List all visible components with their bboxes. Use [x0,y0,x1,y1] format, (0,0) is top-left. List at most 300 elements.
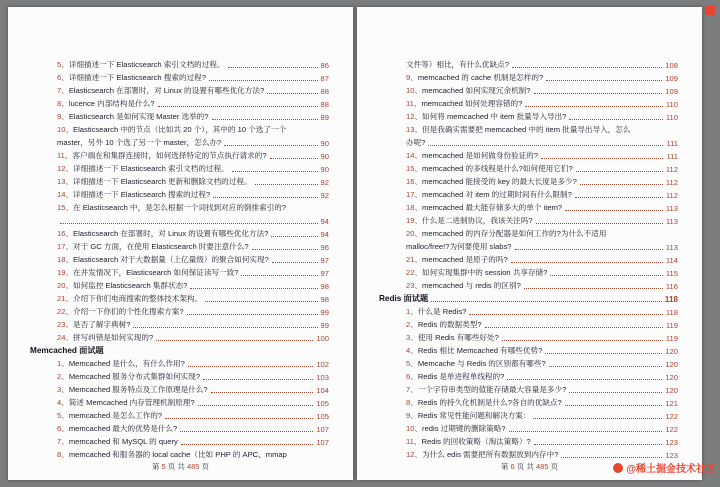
toc-entry-text: 2、Redis 的数据类型? [406,320,482,329]
toc-page-number: 110 [665,100,678,109]
toc-entry-text: Redis 面试题 [379,294,429,303]
toc-entry [30,187,329,200]
toc-entry-number: 2、 [406,320,418,329]
toc-entry-text: malloc/free!?为何要使用 slabs? [406,242,512,251]
toc-entry-text: 7、memcached 和 MySQL 的 query [57,437,178,446]
toc-entry-number: 21、 [57,294,74,303]
toc-entry-text: 9、Redis 常见性能问题和解决方案： [406,411,531,420]
toc-entry [379,122,678,135]
toc-entry-number: 1、 [57,359,69,368]
toc-entry-number: 9、 [406,73,418,82]
toc-entry [30,252,329,265]
toc-entry [379,395,678,408]
toc-page-number: 109 [665,74,678,83]
dotted-leader [545,353,662,354]
toc-entry-text: 8、memcached 和服务器的 local cache（比如 PHP 的 APC、mmap [57,450,287,459]
toc-entry [379,57,678,70]
toc-entry-number: 17、 [406,190,423,199]
toc-entry [379,382,678,395]
toc-page-number: 87 [320,74,329,83]
toc-page-number: 107 [316,425,329,434]
toc-entry-number: 10、 [406,86,423,95]
toc-entry-text: 14、详细描述一下 Elasticsearch 搜索的过程? [57,190,211,199]
document-page-right [357,7,702,480]
toc-entry-number: 10、 [57,125,74,134]
toc-page-number: 94 [320,217,329,226]
toc-page-number: 116 [665,282,678,291]
toc-page-number: 104 [316,386,329,395]
toc-page-number: 113 [665,217,678,226]
toc-entry-text: 15、memcached 的多线程是什么?如何使用它们? [406,164,573,173]
toc-page-number: 112 [665,178,678,187]
toc-page-number: 110 [665,113,678,122]
toc-entry-number: 23、 [406,281,423,290]
footer-page-number: 6 [510,462,515,471]
toc-entry-number: 3、 [57,385,69,394]
footer-page-number: 485 [535,462,549,471]
toc-entry-text: 7、一个字符串类型的值能存储最大容量是多少? [406,385,567,394]
dotted-leader [188,366,313,367]
toc-entry-number: 2、 [57,372,69,381]
toc-entry-text: 10、Elasticsearch 中的节点（比如共 20 个），其中的 10 个选了一个 [57,125,287,134]
toc-entry-number: 14、 [57,190,74,199]
toc-entry-text: 13、但是我确实需要把 memcached 中的 item 批量导出导入，怎么 [406,125,631,134]
dotted-leader [211,392,314,393]
toc-entry [379,447,678,460]
toc-page-number: 122 [665,412,678,421]
toc-entry-text: 13、详细描述一下 Elasticsearch 更新和删除文档的过程。 [57,177,252,186]
toc-entry [30,421,329,434]
toc-entry-text: 23、memcached 与 redis 的区别? [406,281,521,290]
toc-entry [379,187,678,200]
dotted-leader [561,457,662,458]
toc-entry [30,135,329,148]
toc-entry-number: 8、 [406,398,418,407]
toc-entry-text: 17、memcached 对 item 的过期时间有什么限制? [406,190,572,199]
toc-entry-text: 8、Redis 的持久化机制是什么?各自的优缺点? [406,398,562,407]
dotted-leader [524,288,663,289]
toc-entry [379,317,678,330]
toc-entry-number: 10、 [406,424,423,433]
toc-entry-text: 文件等）相比，有什么优缺点? [406,60,509,69]
toc-entry-number: 23、 [57,320,74,329]
toc-entry [30,369,329,382]
toc-entry [30,434,329,447]
toc-entry [379,200,678,213]
toc-page-number: 97 [320,269,329,278]
toc-entry-number: 12、 [57,164,74,173]
toc-entry-text: 22、介绍一下你们的个性化搜索方案? [57,307,184,316]
toc-entry [379,109,678,122]
toc-entry-number: 11、 [406,99,422,108]
toc-page-number: 120 [665,386,678,395]
toc-entry-text: 17、对于 GC 方面，在使用 Elasticsearch 时要注意什么? [57,242,249,251]
toc-entry [30,213,329,226]
toc-entry-text: 18、Elasticsearch 对于大数据量（上亿量级）的聚合如何实现? [57,255,269,264]
document-page-left [8,7,353,480]
toc-entry [379,226,678,239]
dotted-leader [224,145,317,146]
toc-entry-text: 21、memcached 是原子的吗? [406,255,508,264]
toc-page-number: 123 [665,438,678,447]
dotted-leader [209,80,318,81]
page-footer-right: 第 6 页 共 485 页 [500,462,559,471]
toc-entry [379,265,678,278]
dotted-leader [541,158,663,159]
dotted-leader [509,431,663,432]
dotted-leader [190,288,317,289]
toc-page-number: 123 [665,451,678,460]
toc-entry-text: 12、为什么 edis 需要把所有数据放到内存中? [406,450,559,459]
toc-entry-text: 22、如何实现集群中的 session 共享存储? [406,268,548,277]
toc-entry [30,161,329,174]
toc-entry-number: 3、 [406,333,418,342]
dotted-leader [565,210,663,211]
toc-entry-text: 办呢? [406,138,426,147]
dotted-leader [60,223,318,224]
toc-entry [30,226,329,239]
dotted-leader [203,379,313,380]
dotted-leader [565,405,663,406]
toc-entry [30,174,329,187]
toc-page-number: 90 [320,139,329,148]
toc-entry [379,369,678,382]
toc-entry [30,239,329,252]
dotted-leader [158,106,318,107]
dotted-leader [198,405,314,406]
toc-entry-number: 6、 [57,424,69,433]
dotted-leader [271,236,317,237]
toc-page-number: 96 [320,243,329,252]
dotted-leader [512,67,662,68]
dotted-leader [511,262,663,263]
toc-entry-text: 6、详细描述一下 Elasticsearch 搜索的过程? [57,73,206,82]
dotted-leader [187,314,318,315]
toc-page-number: 109 [665,87,678,96]
toc-entry [379,83,678,96]
toc-entry-text: 8、lucence 内部结构是什么? [57,99,155,108]
toc-entry-number: 6、 [406,372,418,381]
toc-entry [30,278,329,291]
toc-entry-text: master，另外 10 个选了另一个 master，怎么办? [57,138,222,147]
toc-page-number: 92 [320,191,329,200]
toc-page-number: 114 [665,256,678,265]
dotted-leader [212,119,318,120]
toc-entry-number: 11、 [57,151,73,160]
dotted-leader [536,223,663,224]
toc-page-number: 97 [320,256,329,265]
toc-entry-number: 19、 [57,268,74,277]
dotted-leader [180,431,313,432]
toc-entry [379,252,678,265]
toc-entry [30,395,329,408]
toc-entry-number: 9、 [406,411,418,420]
dotted-leader [252,249,318,250]
dotted-leader [165,418,313,419]
dotted-leader [549,366,663,367]
toc-entry [379,70,678,83]
toc-entry-number: 13、 [57,177,74,186]
toc-entry-text: 3、使用 Redis 有哪些好处? [406,333,499,342]
toc-entry-text: 18、memcached 最大能存储多大的单个 item? [406,203,563,212]
dotted-leader [534,93,663,94]
toc-page-number: 113 [665,243,678,252]
toc-entry-text: 15、在 Elasticsearch 中，是怎么根据一个词找到对应的倒排索引的? [57,203,287,212]
toc-entry-number: 6、 [57,73,69,82]
toc-entry [30,317,329,330]
toc-entry [379,213,678,226]
toc-entry-text: 16、Elasticsearch 在部署时，对 Linux 的设置有哪些优化方法? [57,229,269,238]
toc-entry-text: 11、Redis 的回收策略（淘汰策略）? [406,437,531,446]
toc-entry [30,356,329,369]
toc-entry [379,135,678,148]
toc-entry-text: 3、Memcached 服务特点及工作原理是什么? [57,385,208,394]
toc-entry [30,382,329,395]
toc-page-number: 98 [320,282,329,291]
toc-entry-number: 13、 [406,125,423,134]
toc-page-number: 99 [320,321,329,330]
toc-page-number: 122 [665,425,678,434]
dotted-leader [569,119,663,120]
toc-entry-text: 11、客户端在和集群连接时，如何选择特定的节点执行请求的? [57,151,267,160]
toc-entry-text: 12、详细描述一下 Elasticsearch 索引文档的过程。 [57,164,229,173]
toc-entry-number: 24、 [57,333,74,342]
toc-entry-number: 21、 [406,255,423,264]
page-footer-left: 第 5 页 共 485 页 [151,462,210,471]
toc-entry-number: 7、 [406,385,418,394]
toc-entry [30,330,329,343]
toc-entry-number: 18、 [57,255,74,264]
toc-entry [379,174,678,187]
toc-entry-text: 5、memcached 是怎么工作的? [57,411,163,420]
footer-page-number: 5 [161,462,166,471]
toc-entry-text: 1、Memcached 是什么，有什么作用? [57,359,185,368]
toc-page-number: 111 [666,152,678,161]
toc-entry-text: 9、memcached 的 cache 机制是怎样的? [406,73,544,82]
dotted-leader [181,444,313,445]
toc-entry-text: 23、是否了解字典树? [57,320,131,329]
toc-page-number: 108 [665,61,678,70]
toc-page-number: 105 [316,399,329,408]
dotted-leader [576,171,663,172]
toc-entry-text: 6、memcached 最大的优势是什么? [57,424,178,433]
toc-entry [30,291,329,304]
toc-entry-number: 16、 [406,177,423,186]
toc-entry [30,304,329,317]
toc-entry [30,200,329,213]
toc-entry-text: 10、memcached 如何实现冗余机制? [406,86,531,95]
toc-entry-number: 7、 [57,437,69,446]
dotted-leader [272,262,318,263]
toc-entry-text: 12、如何将 memcached 中 item 批量导入导出? [406,112,567,121]
toc-entry-text: 2、Memcached 服务分布式集群如何实现? [57,372,201,381]
dotted-leader [267,93,317,94]
toc-entry-text: 4、Redis 相比 Memcached 有哪些优势? [406,346,543,355]
toc-entry [30,96,329,109]
toc-page-number: 113 [665,204,678,213]
toc-page-number: 94 [320,230,329,239]
toc-entry-number: 1、 [406,307,418,316]
toc-entry [30,265,329,278]
toc-entry [30,447,329,460]
toc-entry-text: 19、在并发情况下，Elasticsearch 如何保证读写一致? [57,268,239,277]
dotted-leader [533,418,662,419]
dotted-leader [469,314,663,315]
toc-entry-number: 5、 [406,359,418,368]
toc-page-number: 107 [316,438,329,447]
toc-page-number: 112 [665,165,678,174]
toc-page-number: 119 [665,334,678,343]
toc-page-number: 111 [666,139,678,148]
toc-entry [379,343,678,356]
toc-entry [379,148,678,161]
dotted-leader [534,444,663,445]
toc-entry [30,83,329,96]
toc-entry-number: 16、 [57,229,74,238]
toc-entry [379,356,678,369]
toc-page-number: 120 [665,360,678,369]
toc-left [30,57,329,460]
toc-page-number: 105 [316,412,329,421]
toc-page-number: 115 [665,269,678,278]
toc-entry-number: 18、 [406,203,423,212]
dotted-leader [546,80,662,81]
toc-entry [30,122,329,135]
toc-entry-number: 12、 [406,450,423,459]
dotted-leader [502,340,663,341]
toc-entry-number: 4、 [57,398,69,407]
toc-entry-text: 19、什么是二进制协议，我该关注吗? [406,216,533,225]
toc-entry [379,161,678,174]
toc-entry-text: Memcached 面试题 [30,346,104,355]
dotted-leader [507,379,662,380]
toc-page-number: 99 [320,308,329,317]
toc-page-number: 118 [664,295,678,304]
toc-entry-number: 19、 [406,216,423,225]
toc-entry [30,408,329,421]
toc-entry-number: 5、 [57,60,69,69]
toc-entry-text: 9、Elasticsearch 是如何实现 Master 选举的? [57,112,209,121]
toc-entry [379,96,678,109]
toc-entry-number: 20、 [406,229,423,238]
toc-section-title [30,343,329,356]
dotted-leader [550,275,663,276]
toc-page-number: 103 [316,373,329,382]
toc-page-number: 119 [665,321,678,330]
toc-page-number: 112 [665,191,678,200]
dotted-leader [515,249,663,250]
toc-entry-number: 5、 [57,411,69,420]
toc-entry [30,70,329,83]
toc-page-number: 121 [665,399,678,408]
toc-entry-text: 5、Memcache 与 Redis 的区别都有哪些? [406,359,546,368]
dotted-leader [133,327,317,328]
toc-entry-number: 17、 [57,242,74,251]
toc-entry-text: 20、如何监控 Elasticsearch 集群状态? [57,281,188,290]
toc-entry-text: 11、memcached 如何处理容错的? [406,99,523,108]
juejin-logo-icon [705,5,715,15]
juejin-watermark-logo-icon [613,463,623,473]
toc-page-number: 90 [320,152,329,161]
toc-page-number: 90 [320,165,329,174]
toc-entry-number: 15、 [406,164,423,173]
toc-entry [379,434,678,447]
dotted-leader [232,171,318,172]
toc-entry-number: 15、 [57,203,74,212]
toc-section-title [379,291,678,304]
toc-entry [30,148,329,161]
dotted-leader [431,301,662,302]
toc-entry-text: 4、简述 Memcached 内存管理机制原理? [57,398,195,407]
dotted-leader [213,197,317,198]
toc-entry-text: 1、什么是 Redis? [406,307,467,316]
toc-entry-text: 16、memcached 能接受的 key 的最大长度是多少? [406,177,577,186]
dotted-leader [575,197,663,198]
toc-entry-text: 5、详细描述一下 Elasticsearch 索引文档的过程。 [57,60,225,69]
toc-entry-text: 10、redis 过期键的删除策略? [406,424,506,433]
dotted-leader [205,301,317,302]
toc-entry-number: 9、 [57,112,69,121]
toc-entry-text: 24、拼写纠错是如何实现的? [57,333,154,342]
toc-entry-number: 4、 [406,346,418,355]
toc-entry [379,330,678,343]
dotted-leader [156,340,313,341]
toc-entry-number: 7、 [57,86,69,95]
dotted-leader [241,275,317,276]
dotted-leader [580,184,663,185]
toc-entry-number: 8、 [57,99,69,108]
watermark [613,460,716,475]
toc-page-number: 88 [320,87,329,96]
toc-entry-number: 8、 [57,450,69,459]
toc-page-number: 120 [665,347,678,356]
dotted-leader [525,106,663,107]
toc-entry-number: 22、 [406,268,423,277]
toc-entry-text: 20、memcached 的内存分配器是如何工作的?为什么不适用 [406,229,607,238]
dotted-leader [255,184,318,185]
toc-page-number: 86 [320,61,329,70]
footer-page-number: 485 [186,462,200,471]
toc-entry [379,408,678,421]
toc-page-number: 102 [316,360,329,369]
toc-entry-text: 14、memcached 是如何做身份验证的? [406,151,539,160]
toc-entry [30,109,329,122]
toc-page-number: 89 [320,113,329,122]
toc-entry-text: 6、Redis 是单进程单线程的? [406,372,505,381]
toc-entry-number: 12、 [406,112,423,121]
dotted-leader [569,392,662,393]
toc-page-number: 118 [665,308,678,317]
dotted-leader [228,67,318,68]
toc-entry-number: 14、 [406,151,423,160]
toc-entry-text: 21、介绍下你们电商搜索的整体技术架构。 [57,294,203,303]
toc-page-number: 100 [316,334,329,343]
toc-right [379,57,678,460]
watermark-text: @稀土掘金技术社区 [626,464,716,475]
toc-page-number: 88 [320,100,329,109]
toc-entry-number: 20、 [57,281,74,290]
toc-page-number: 98 [320,295,329,304]
dotted-leader [428,145,663,146]
toc-entry [30,57,329,70]
toc-entry-number: 11、 [406,437,422,446]
toc-entry [379,421,678,434]
toc-entry [379,304,678,317]
toc-entry [379,278,678,291]
toc-entry-number: 22、 [57,307,74,316]
toc-entry-text: 7、Elasticsearch 在部署时，对 Linux 的设置有哪些优化方法? [57,86,265,95]
toc-page-number: 120 [665,373,678,382]
